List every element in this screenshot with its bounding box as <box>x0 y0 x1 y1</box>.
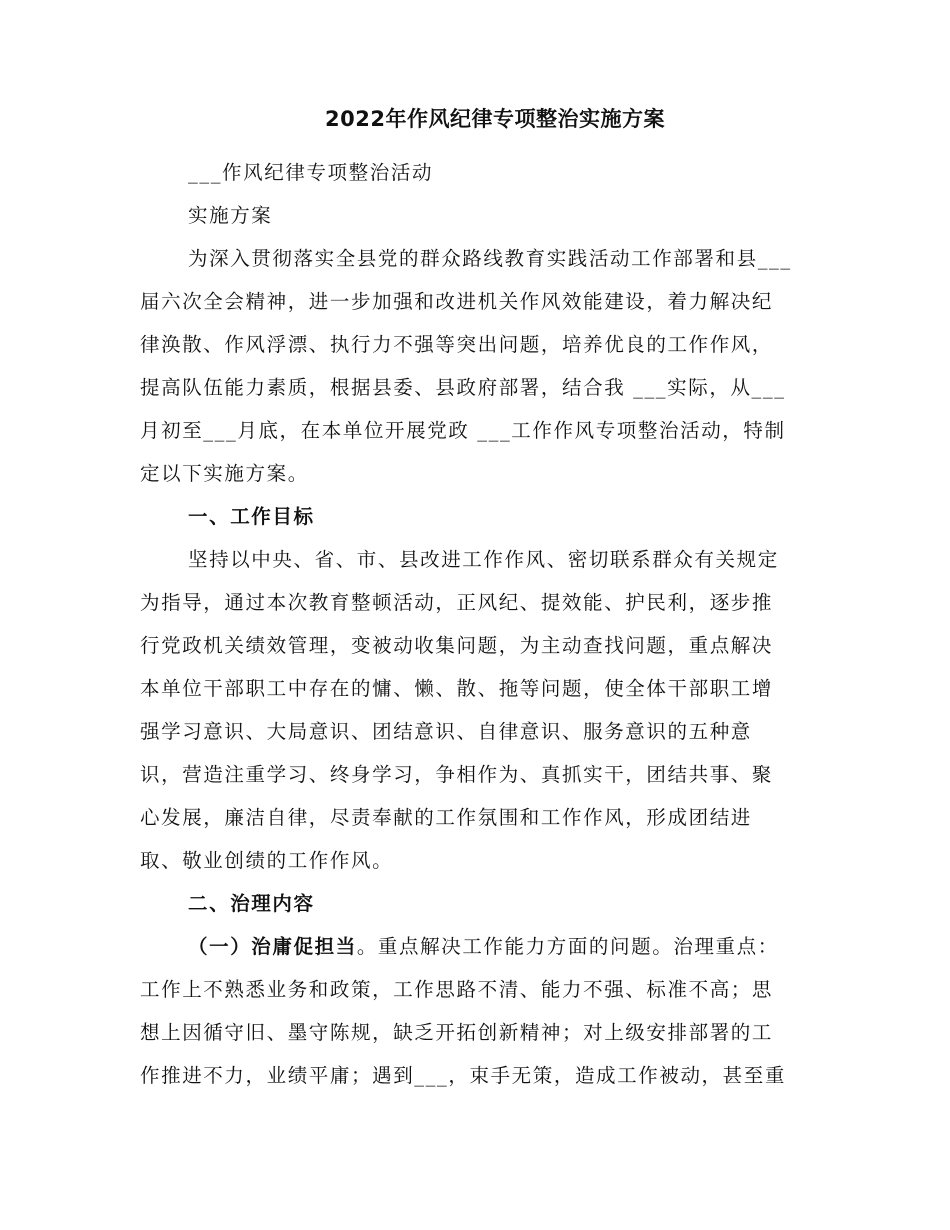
text-line: 为指导，通过本次教育整顿活动，正风纪、提效能、护民利，逐步推 <box>140 591 774 614</box>
text-line <box>188 932 779 962</box>
text-line: 心发展，廉洁自律，尽责奉献的工作氛围和工作作风，形成团结进 <box>140 806 752 829</box>
text-line: 强学习意识、大局意识、团结意识、自律意识、服务意识的五种意 <box>140 720 752 743</box>
text-line: 律涣散、作风浮漂、执行力不强等突出问题，培养优良的工作作风， <box>140 333 774 356</box>
text-line: 为深入贯彻落实全县党的群众路线教育实践活动工作部署和县___ <box>188 247 792 270</box>
text-line: 行党政机关绩效管理，变被动收集问题，为主动查找问题，重点解决 <box>140 634 774 657</box>
text-line: 定以下实施方案。 <box>140 462 309 485</box>
section-heading: 二、治理内容 <box>188 892 315 915</box>
text-line: ___作风纪律专项整治活动 <box>188 161 434 184</box>
text-line: 工作上不熟悉业务和政策，工作思路不清、能力不强、标准不高；思 <box>140 978 774 1001</box>
document-title: 2022年作风纪律专项整治实施方案 <box>325 107 665 131</box>
section-heading: 一、工作目标 <box>188 505 315 528</box>
text-line: 提高队伍能力素质，根据县委、县政府部署，结合我 ___实际，从___ <box>140 376 786 399</box>
text-line: 想上因循守旧、墨守陈规，缺乏开拓创新精神；对上级安排部署的工 <box>140 1021 774 1044</box>
subsection-heading: （一）治庸促担当 <box>188 935 357 958</box>
text-line: 坚持以中央、省、市、县改进工作作风、密切联系群众有关规定 <box>188 548 779 571</box>
text-line: 届六次全会精神，进一步加强和改进机关作风效能建设，着力解决纪 <box>140 290 774 313</box>
text-line: 月初至___月底，在本单位开展党政 ___工作作风专项整治活动，特制 <box>140 419 786 442</box>
text-line: 取、敬业创绩的工作作风。 <box>140 849 394 872</box>
text-line: 作推进不力，业绩平庸；遇到___，束手无策，造成工作被动，甚至重 <box>140 1064 786 1087</box>
text-line: 识，营造注重学习、终身学习，争相作为、真抓实干，团结共事、聚 <box>140 763 774 786</box>
text-line-continuation: 。重点解决工作能力方面的问题。治理重点： <box>356 935 779 958</box>
text-line: 实施方案 <box>188 204 273 227</box>
text-line: 本单位干部职工中存在的慵、懒、散、拖等问题，使全体干部职工增 <box>140 677 774 700</box>
